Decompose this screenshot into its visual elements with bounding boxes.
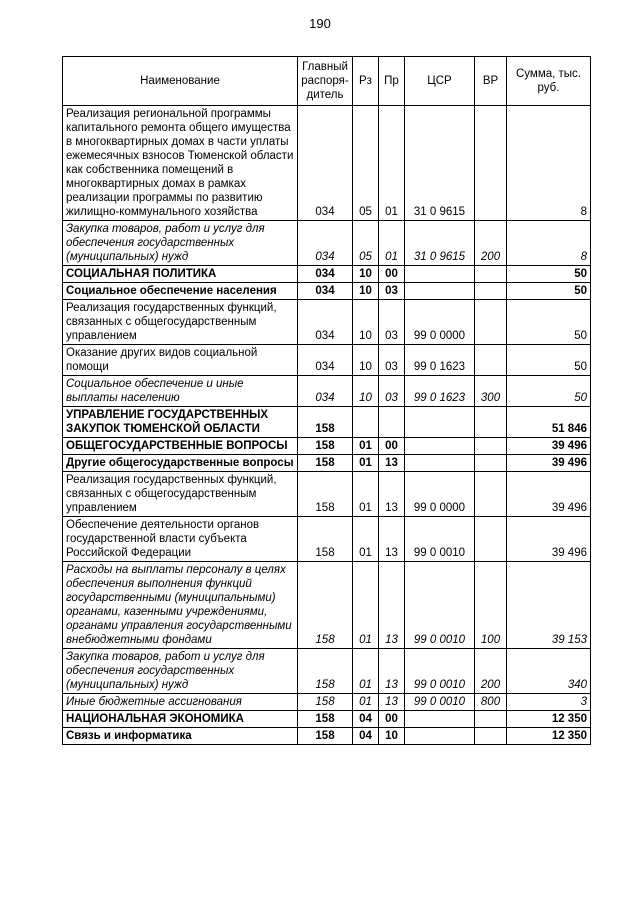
cell-subsection: 13 xyxy=(379,455,405,472)
cell-chief-administrator: 158 xyxy=(298,472,353,517)
cell-subsection: 13 xyxy=(379,562,405,649)
cell-section: 01 xyxy=(353,438,379,455)
cell-amount: 340 xyxy=(507,649,591,694)
table-header-row xyxy=(63,57,591,106)
cell-chief-administrator: 158 xyxy=(298,438,353,455)
col-header-chief-administrator: Главный распоря-дитель xyxy=(298,57,353,106)
table-row xyxy=(63,694,591,711)
budget-table xyxy=(62,56,591,745)
cell-amount: 3 xyxy=(507,694,591,711)
table-row xyxy=(63,266,591,283)
cell-expense-type xyxy=(475,472,507,517)
cell-amount: 39 496 xyxy=(507,438,591,455)
cell-amount: 12 350 xyxy=(507,711,591,728)
table-row xyxy=(63,221,591,266)
cell-subsection: 01 xyxy=(379,221,405,266)
cell-amount: 51 846 xyxy=(507,407,591,438)
cell-target-article xyxy=(405,283,475,300)
cell-expense-type xyxy=(475,266,507,283)
cell-subsection: 03 xyxy=(379,300,405,345)
cell-expense-type xyxy=(475,711,507,728)
cell-chief-administrator: 034 xyxy=(298,283,353,300)
table-row xyxy=(63,711,591,728)
cell-expense-type xyxy=(475,728,507,745)
cell-expense-type xyxy=(475,438,507,455)
cell-name: Закупка товаров, работ и услуг для обеспечения государственных (муниципальных) нужд xyxy=(63,221,298,266)
cell-target-article xyxy=(405,438,475,455)
cell-chief-administrator: 158 xyxy=(298,694,353,711)
cell-expense-type: 800 xyxy=(475,694,507,711)
cell-expense-type xyxy=(475,106,507,221)
cell-section: 10 xyxy=(353,376,379,407)
table-row xyxy=(63,649,591,694)
cell-amount: 50 xyxy=(507,300,591,345)
table-row xyxy=(63,472,591,517)
cell-target-article xyxy=(405,711,475,728)
cell-expense-type xyxy=(475,283,507,300)
cell-section: 01 xyxy=(353,472,379,517)
cell-expense-type xyxy=(475,455,507,472)
cell-name: СОЦИАЛЬНАЯ ПОЛИТИКА xyxy=(63,266,298,283)
table-row xyxy=(63,106,591,221)
cell-target-article: 99 0 1623 xyxy=(405,345,475,376)
cell-amount: 8 xyxy=(507,221,591,266)
cell-amount: 50 xyxy=(507,345,591,376)
table-row xyxy=(63,455,591,472)
cell-chief-administrator: 158 xyxy=(298,407,353,438)
cell-amount: 50 xyxy=(507,266,591,283)
cell-name: ОБЩЕГОСУДАРСТВЕННЫЕ ВОПРОСЫ xyxy=(63,438,298,455)
cell-section: 01 xyxy=(353,562,379,649)
cell-section: 10 xyxy=(353,266,379,283)
cell-amount: 8 xyxy=(507,106,591,221)
cell-name: Иные бюджетные ассигнования xyxy=(63,694,298,711)
cell-section: 01 xyxy=(353,517,379,562)
cell-amount: 50 xyxy=(507,376,591,407)
cell-target-article: 99 0 0010 xyxy=(405,517,475,562)
table-row xyxy=(63,728,591,745)
cell-name: Обеспечение деятельности органов государственной власти субъекта Российской Федерации xyxy=(63,517,298,562)
table-row xyxy=(63,283,591,300)
col-header-section: Рз xyxy=(353,57,379,106)
cell-name: Оказание других видов социальной помощи xyxy=(63,345,298,376)
cell-section: 04 xyxy=(353,711,379,728)
cell-expense-type: 200 xyxy=(475,649,507,694)
cell-amount: 39 496 xyxy=(507,517,591,562)
cell-section: 01 xyxy=(353,455,379,472)
cell-chief-administrator: 158 xyxy=(298,711,353,728)
cell-expense-type: 300 xyxy=(475,376,507,407)
cell-subsection: 00 xyxy=(379,711,405,728)
cell-chief-administrator: 034 xyxy=(298,376,353,407)
cell-target-article xyxy=(405,455,475,472)
cell-chief-administrator: 034 xyxy=(298,106,353,221)
cell-section: 01 xyxy=(353,694,379,711)
cell-subsection: 03 xyxy=(379,376,405,407)
cell-section: 01 xyxy=(353,649,379,694)
cell-name: Социальное обеспечение и иные выплаты населению xyxy=(63,376,298,407)
cell-subsection: 13 xyxy=(379,472,405,517)
cell-name: УПРАВЛЕНИЕ ГОСУДАРСТВЕННЫХ ЗАКУПОК ТЮМЕНСКОЙ ОБЛАСТИ xyxy=(63,407,298,438)
cell-target-article: 99 0 0010 xyxy=(405,649,475,694)
cell-expense-type xyxy=(475,407,507,438)
cell-name: Связь и информатика xyxy=(63,728,298,745)
cell-subsection: 13 xyxy=(379,694,405,711)
table-row xyxy=(63,300,591,345)
col-header-expense-type: ВР xyxy=(475,57,507,106)
cell-name: Реализация региональной программы капитального ремонта общего имущества в многоквартирных домах в части уплаты ежемесячных взносов Тюменской области как собственника помещений в многоквартирных домах в рамках реализации программы по развитию жилищно-коммунального хозяйства xyxy=(63,106,298,221)
page-number: 190 xyxy=(309,16,331,31)
table-row xyxy=(63,438,591,455)
cell-subsection: 01 xyxy=(379,106,405,221)
cell-name: Социальное обеспечение населения xyxy=(63,283,298,300)
table-row xyxy=(63,517,591,562)
cell-chief-administrator: 158 xyxy=(298,728,353,745)
col-header-target-article: ЦСР xyxy=(405,57,475,106)
cell-subsection: 13 xyxy=(379,649,405,694)
cell-chief-administrator: 158 xyxy=(298,562,353,649)
cell-expense-type xyxy=(475,345,507,376)
cell-target-article xyxy=(405,266,475,283)
cell-amount: 50 xyxy=(507,283,591,300)
cell-expense-type: 200 xyxy=(475,221,507,266)
cell-target-article: 99 0 0010 xyxy=(405,694,475,711)
table-row xyxy=(63,407,591,438)
cell-target-article: 99 0 0000 xyxy=(405,300,475,345)
cell-target-article xyxy=(405,407,475,438)
cell-target-article: 99 0 0010 xyxy=(405,562,475,649)
cell-subsection: 00 xyxy=(379,266,405,283)
cell-section: 10 xyxy=(353,300,379,345)
cell-subsection: 10 xyxy=(379,728,405,745)
col-header-subsection: Пр xyxy=(379,57,405,106)
cell-name: Другие общегосударственные вопросы xyxy=(63,455,298,472)
cell-chief-administrator: 034 xyxy=(298,345,353,376)
cell-expense-type xyxy=(475,517,507,562)
cell-section: 05 xyxy=(353,106,379,221)
col-header-amount: Сумма, тыс. руб. xyxy=(507,57,591,106)
cell-section: 10 xyxy=(353,345,379,376)
cell-chief-administrator: 158 xyxy=(298,455,353,472)
cell-target-article: 99 0 1623 xyxy=(405,376,475,407)
table-row xyxy=(63,562,591,649)
cell-amount: 39 496 xyxy=(507,455,591,472)
cell-name: Реализация государственных функций, связанных с общегосударственным управлением xyxy=(63,300,298,345)
cell-chief-administrator: 034 xyxy=(298,300,353,345)
table-row xyxy=(63,376,591,407)
cell-subsection: 00 xyxy=(379,438,405,455)
cell-expense-type xyxy=(475,300,507,345)
cell-amount: 39 153 xyxy=(507,562,591,649)
cell-amount: 12 350 xyxy=(507,728,591,745)
cell-name: Реализация государственных функций, связанных с общегосударственным управлением xyxy=(63,472,298,517)
cell-chief-administrator: 034 xyxy=(298,221,353,266)
cell-target-article: 31 0 9615 xyxy=(405,106,475,221)
cell-section: 04 xyxy=(353,728,379,745)
cell-chief-administrator: 034 xyxy=(298,266,353,283)
cell-name: Закупка товаров, работ и услуг для обеспечения государственных (муниципальных) нужд xyxy=(63,649,298,694)
cell-chief-administrator: 158 xyxy=(298,517,353,562)
cell-name: Расходы на выплаты персоналу в целях обеспечения выполнения функций государственными (муниципальными) органами, казенными учреждениями, органами управления государственными внебюджетными фондами xyxy=(63,562,298,649)
cell-target-article xyxy=(405,728,475,745)
cell-section: 05 xyxy=(353,221,379,266)
cell-target-article: 31 0 9615 xyxy=(405,221,475,266)
cell-subsection: 13 xyxy=(379,517,405,562)
cell-target-article: 99 0 0000 xyxy=(405,472,475,517)
cell-section: 10 xyxy=(353,283,379,300)
cell-subsection: 03 xyxy=(379,283,405,300)
cell-subsection: 03 xyxy=(379,345,405,376)
cell-name: НАЦИОНАЛЬНАЯ ЭКОНОМИКА xyxy=(63,711,298,728)
col-header-name: Наименование xyxy=(63,57,298,106)
cell-expense-type: 100 xyxy=(475,562,507,649)
cell-subsection xyxy=(379,407,405,438)
table-row xyxy=(63,345,591,376)
cell-amount: 39 496 xyxy=(507,472,591,517)
cell-chief-administrator: 158 xyxy=(298,649,353,694)
cell-section xyxy=(353,407,379,438)
